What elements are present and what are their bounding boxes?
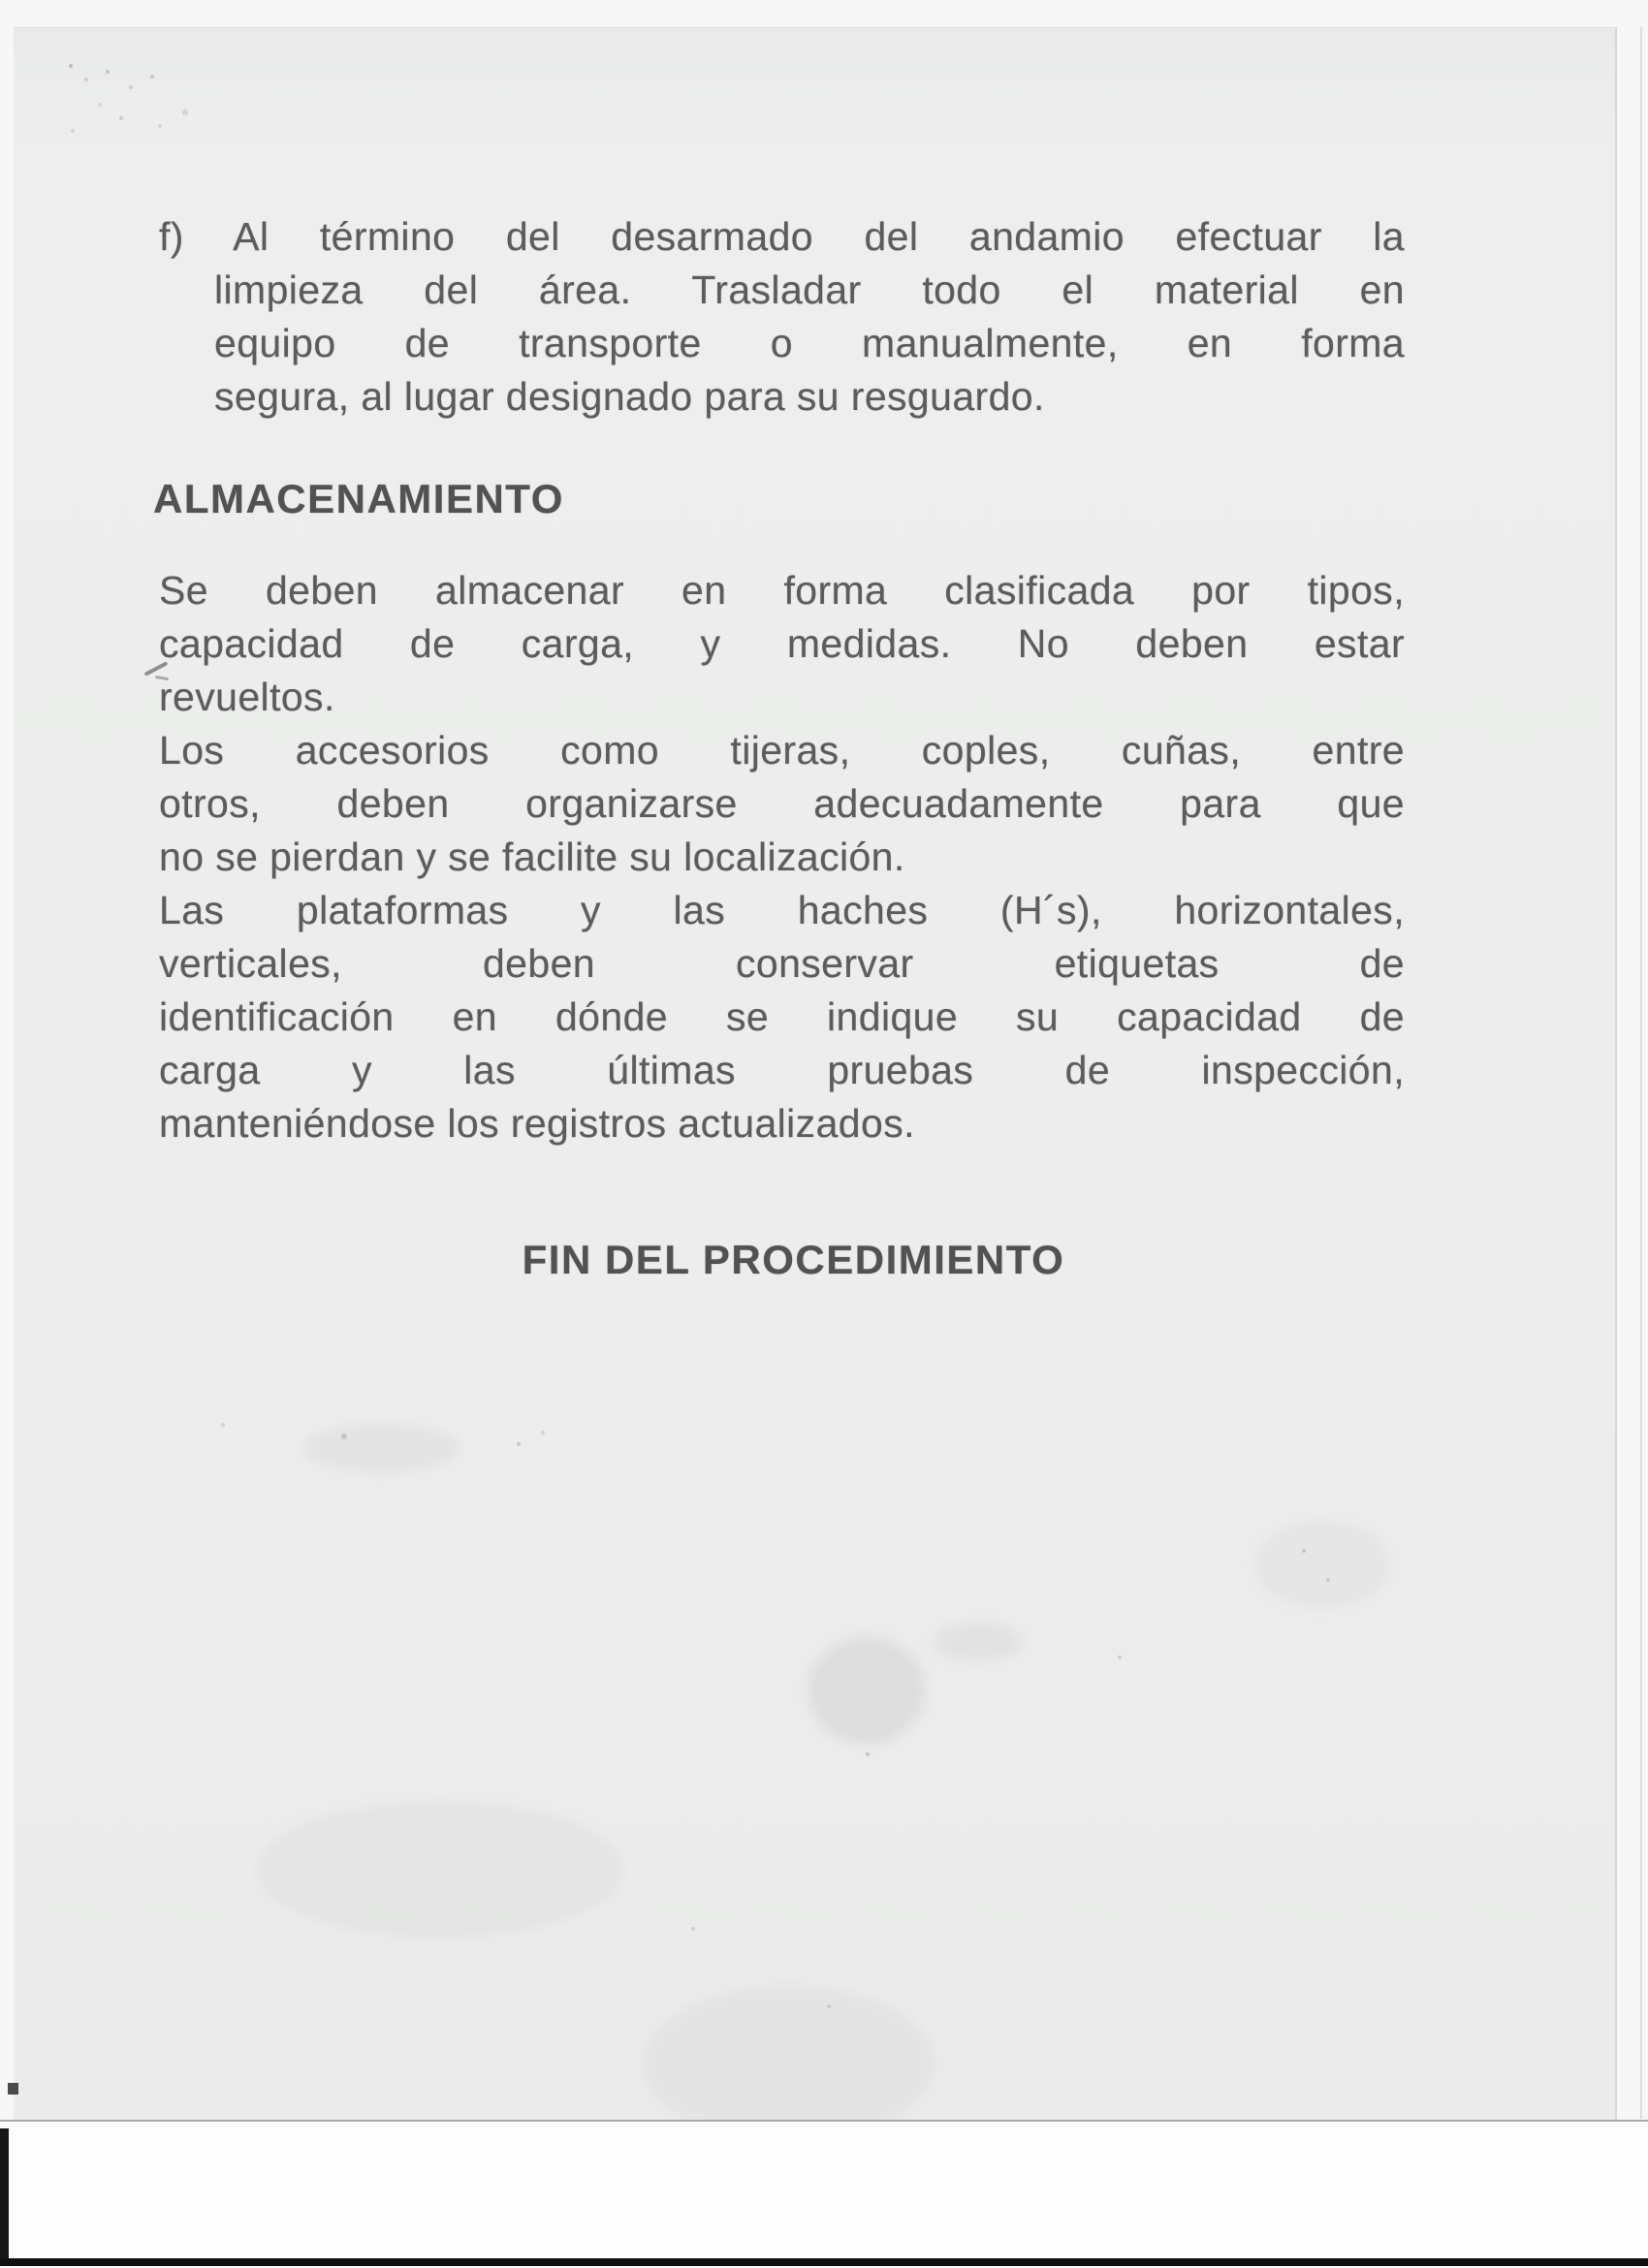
scan-smudge: [304, 1424, 460, 1472]
scan-edge-line: [1640, 27, 1642, 2119]
scan-smudge: [644, 1986, 935, 2141]
text-line: Se deben almacenar en forma clasificada por tipos,: [159, 568, 1405, 613]
text-line: otros, deben organizarse adecuadamente para que: [159, 781, 1405, 826]
page-content: [153, 210, 1405, 1286]
storage-paragraph-2: [159, 724, 1405, 884]
scan-edge-left-bar: [0, 2128, 9, 2266]
storage-paragraph-1: [159, 564, 1405, 724]
scan-smudge: [256, 1802, 624, 1937]
scan-smudge: [935, 1622, 1022, 1661]
text-line: segura, al lugar designado para su resguardo.: [214, 374, 1045, 419]
list-item-f: [159, 210, 1405, 424]
scan-smudge: [1254, 1521, 1390, 1608]
text-line: revueltos.: [159, 675, 335, 719]
scan-smudge: [808, 1637, 925, 1744]
text-line: carga y las últimas pruebas de inspección,: [159, 1048, 1405, 1092]
scan-corner-mark: [8, 2083, 18, 2095]
storage-paragraph-3: [159, 884, 1405, 1150]
text-line: capacidad de carga, y medidas. No deben estar: [159, 621, 1405, 666]
storage-section-heading: ALMACENAMIENTO: [153, 476, 564, 521]
scan-edge-bottom-bar: [0, 2258, 1648, 2266]
scan-noise-speckles: [14, 28, 16, 30]
text-line: equipo de transporte o manualmente, en forma: [214, 321, 1405, 365]
text-line: f) Al término del desarmado del andamio efectuar la: [159, 214, 1405, 259]
text-line: verticales, deben conservar etiquetas de: [159, 941, 1405, 986]
end-of-procedure-heading: FIN DEL PROCEDIMIENTO: [522, 1237, 1065, 1282]
text-line: manteniéndose los registros actualizados.: [159, 1101, 915, 1146]
text-line: Las plataformas y las haches (H´s), horizontales,: [159, 888, 1405, 932]
text-line: Los accesorios como tijeras, coples, cuñas, entre: [159, 728, 1405, 772]
scanner-bed-strip: [0, 2120, 1648, 2268]
text-line: limpieza del área. Trasladar todo el material en: [214, 268, 1405, 312]
text-line: no se pierdan y se facilite su localización.: [159, 835, 905, 879]
text-line: identificación en dónde se indique su capacidad de: [159, 994, 1405, 1039]
